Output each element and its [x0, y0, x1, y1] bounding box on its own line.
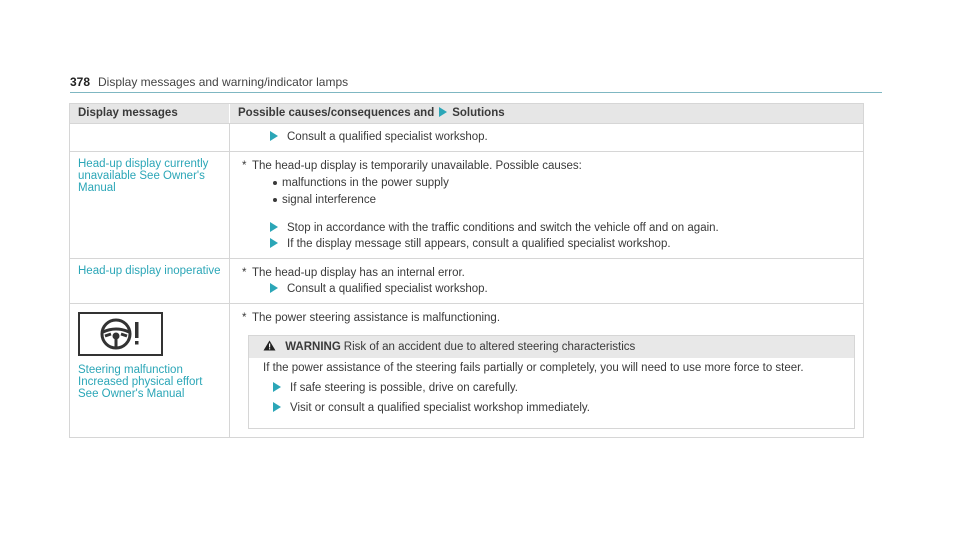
arrow-icon	[273, 402, 281, 412]
star-marker: *	[242, 267, 247, 279]
cause-label: The head-up display is temporarily unavailable. Possible causes:	[252, 160, 582, 172]
solution-cell	[230, 259, 863, 303]
warning-header	[249, 336, 854, 358]
solution-step	[263, 402, 844, 415]
solution-step	[263, 382, 844, 395]
arrow-icon	[270, 131, 278, 141]
message-head-up-unavailable: Head-up display currently unavailable See Owner's Manual	[70, 152, 230, 258]
message-cell	[70, 124, 230, 151]
warning-body	[249, 358, 854, 428]
display-messages-table	[69, 103, 864, 438]
page-number: 378	[70, 75, 91, 89]
warning-subtitle: Risk of an accident due to altered steering characteristics	[343, 341, 636, 353]
table-header	[70, 104, 863, 123]
warning-box	[248, 335, 855, 429]
table-row	[70, 151, 863, 258]
step-text: Consult a qualified specialist workshop.	[287, 283, 488, 295]
page-header-title: Display messages and warning/indicator lamps	[98, 75, 349, 89]
cause-bullet: signal interference	[248, 194, 855, 207]
table-row	[70, 123, 863, 151]
arrow-icon	[270, 238, 278, 248]
step-text: Visit or consult a qualified specialist workshop immediately.	[290, 402, 590, 414]
solution-step	[248, 238, 855, 251]
star-marker: *	[242, 160, 247, 172]
solution-step	[248, 131, 855, 144]
solution-cell	[230, 152, 863, 258]
star-marker: *	[242, 312, 247, 324]
arrow-icon	[270, 283, 278, 293]
steering-wheel-warning-icon	[78, 312, 163, 356]
cause-label: The head-up display has an internal error.	[252, 267, 465, 279]
step-text: Consult a qualified specialist workshop.	[287, 131, 488, 143]
arrow-icon	[439, 107, 447, 117]
step-text: If safe steering is possible, drive on carefully.	[290, 382, 518, 394]
cause-bullet: malfunctions in the power supply	[248, 177, 855, 190]
steering-message-text: Steering malfunction Increased physical effort See Owner's Manual	[78, 364, 203, 400]
col-header-display-messages: Display messages	[70, 104, 230, 123]
arrow-icon	[270, 222, 278, 232]
solution-cell	[230, 124, 863, 151]
cause-label: The power steering assistance is malfunctioning.	[252, 312, 501, 324]
warning-title: WARNING	[285, 341, 341, 353]
cause-text	[242, 312, 855, 325]
table-row	[70, 258, 863, 303]
step-text: If the display message still appears, consult a qualified specialist workshop.	[287, 238, 671, 250]
solution-step	[248, 222, 855, 235]
warning-text: If the power assistance of the steering fails partially or completely, you will need to use more force to steer.	[263, 362, 804, 374]
message-steering-malfunction	[70, 304, 230, 437]
page-header	[70, 72, 882, 93]
solution-step	[248, 283, 855, 296]
step-text: Stop in accordance with the traffic conditions and switch the vehicle off and on again.	[287, 222, 719, 234]
warning-triangle-icon	[263, 340, 276, 351]
cause-text	[242, 267, 855, 280]
cause-text	[242, 160, 855, 173]
message-head-up-inoperative: Head-up display inoperative	[70, 259, 230, 303]
col-header-causes: Possible causes/consequences and	[238, 107, 435, 119]
solution-cell	[230, 304, 863, 437]
arrow-icon	[273, 382, 281, 392]
col-header-causes-solutions	[230, 104, 863, 123]
col-header-solutions: Solutions	[452, 107, 505, 119]
table-row	[70, 303, 863, 437]
